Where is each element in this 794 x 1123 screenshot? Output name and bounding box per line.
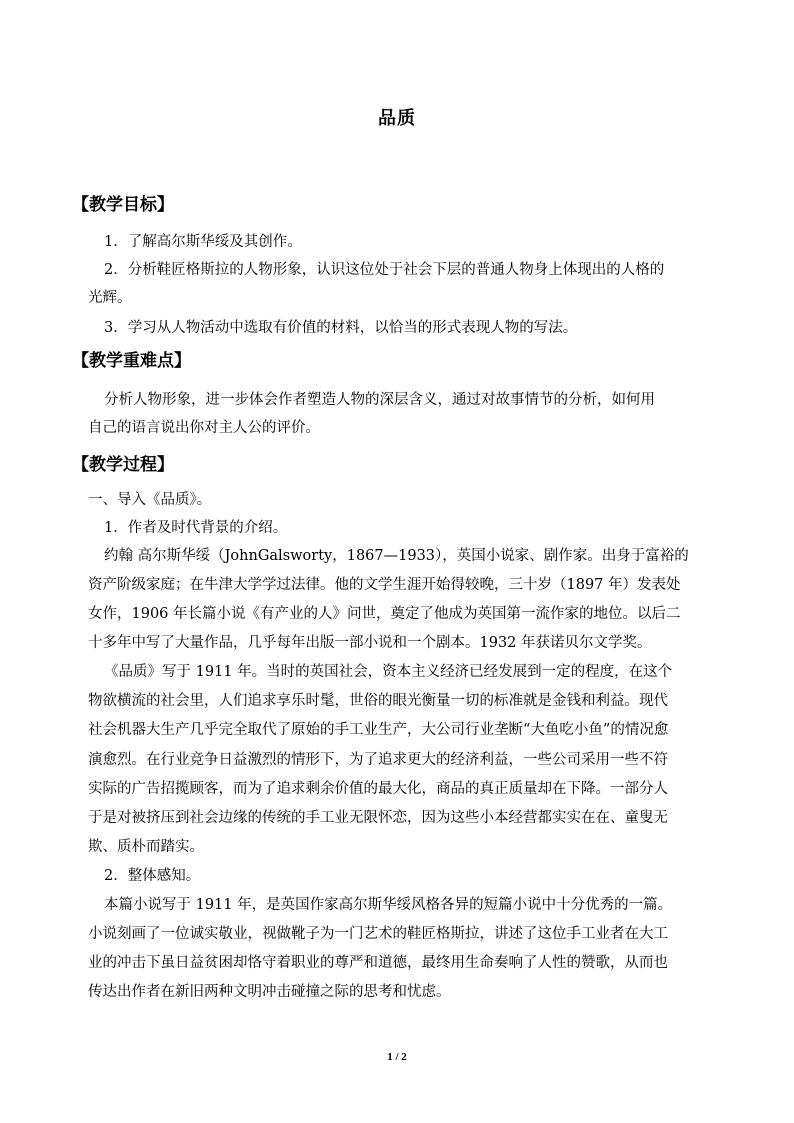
para1-line-1: 约翰 高尔斯华绥（JohnGalsworty，1867—1933），英国小说家、剧作家。出身于富裕的 — [104, 548, 689, 564]
para2-line-1: 《品质》写于 1911 年。当时的英国社会，资本主义经济已经发展到一定的程度，在这个 — [104, 664, 673, 680]
para2-line-2: 物欲横流的社会里，人们追求享乐时髦，世俗的眼光衡量一切的标准就是金钱和利益。现代 — [88, 693, 668, 709]
para2-line-6: 于是对被挤压到社会边缘的传统的手工业无限怀恋，因为这些小本经营都实实在在、童叟无 — [88, 810, 668, 826]
para1-line-2: 资产阶级家庭；在牛津大学学过法律。他的文学生涯开始得较晚，三十岁（1897 年）发表处 — [88, 577, 681, 593]
para2-line-5: 实际的广告招揽顾客，而为了追求剩余价值的最大化，商品的真正质量却在下降。一部分人 — [88, 781, 668, 797]
key-points-line-2: 自己的语言说出你对主人公的评价。 — [88, 420, 320, 436]
goal-item-2: 2．分析鞋匠格斯拉的人物形象，认识这位处于社会下层的普通人物身上体现出的人格的 — [104, 262, 665, 278]
key-points-line-1: 分析人物形象，进一步体会作者塑造人物的深层含义，通过对故事情节的分析，如何用 — [104, 392, 655, 408]
goal-item-3: 3．学习从人物活动中选取有价值的材料，以恰当的形式表现人物的写法。 — [104, 320, 578, 336]
goal-item-2-cont: 光辉。 — [88, 290, 132, 306]
page-number: 1 / 2 — [387, 1051, 407, 1063]
para2-line-4: 演愈烈。在行业竞争日益激烈的情形下，为了追求更大的经济利益，一些公司采用一些不符 — [88, 752, 668, 768]
heading-process: 【教学过程】 — [72, 455, 174, 475]
para3-line-4: 传达出作者在新旧两种文明冲击碰撞之际的思考和忧虑。 — [88, 984, 451, 1000]
heading-goals: 【教学目标】 — [72, 195, 174, 215]
para3-line-2: 小说刻画了一位诚实敬业，视做靴子为一门艺术的鞋匠格斯拉，讲述了这位手工业者在大工 — [88, 926, 668, 942]
para2-line-3: 社会机器大生产几乎完全取代了原始的手工业生产，大公司行业垄断“大鱼吃小鱼”的情况愈 — [88, 722, 669, 738]
page-title: 品质 — [378, 108, 416, 129]
process-sub-1: 1．作者及时代背景的介绍。 — [104, 520, 288, 536]
goal-item-1: 1．了解高尔斯华绥及其创作。 — [104, 234, 302, 250]
process-sub-2: 2．整体感知。 — [104, 868, 201, 884]
para3-line-3: 业的冲击下虽日益贫困却恪守着职业的尊严和道德，最终用生命奏响了人性的赞歌，从而也 — [88, 955, 668, 971]
para1-line-4: 十多年中写了大量作品，几乎每年出版一部小说和一个剧本。1932 年获诺贝尔文学奖。 — [88, 635, 652, 651]
para1-line-3: 女作，1906 年长篇小说《有产业的人》问世，奠定了他成为英国第一流作家的地位。以后二 — [88, 606, 681, 622]
process-part-1: 一、导入《品质》。 — [88, 492, 212, 508]
para3-line-1: 本篇小说写于 1911 年，是英国作家高尔斯华绥风格各异的短篇小说中十分优秀的一篇。 — [104, 897, 673, 913]
heading-key-points: 【教学重难点】 — [72, 351, 191, 371]
para2-line-7: 欺、质朴而踏实。 — [88, 839, 204, 855]
